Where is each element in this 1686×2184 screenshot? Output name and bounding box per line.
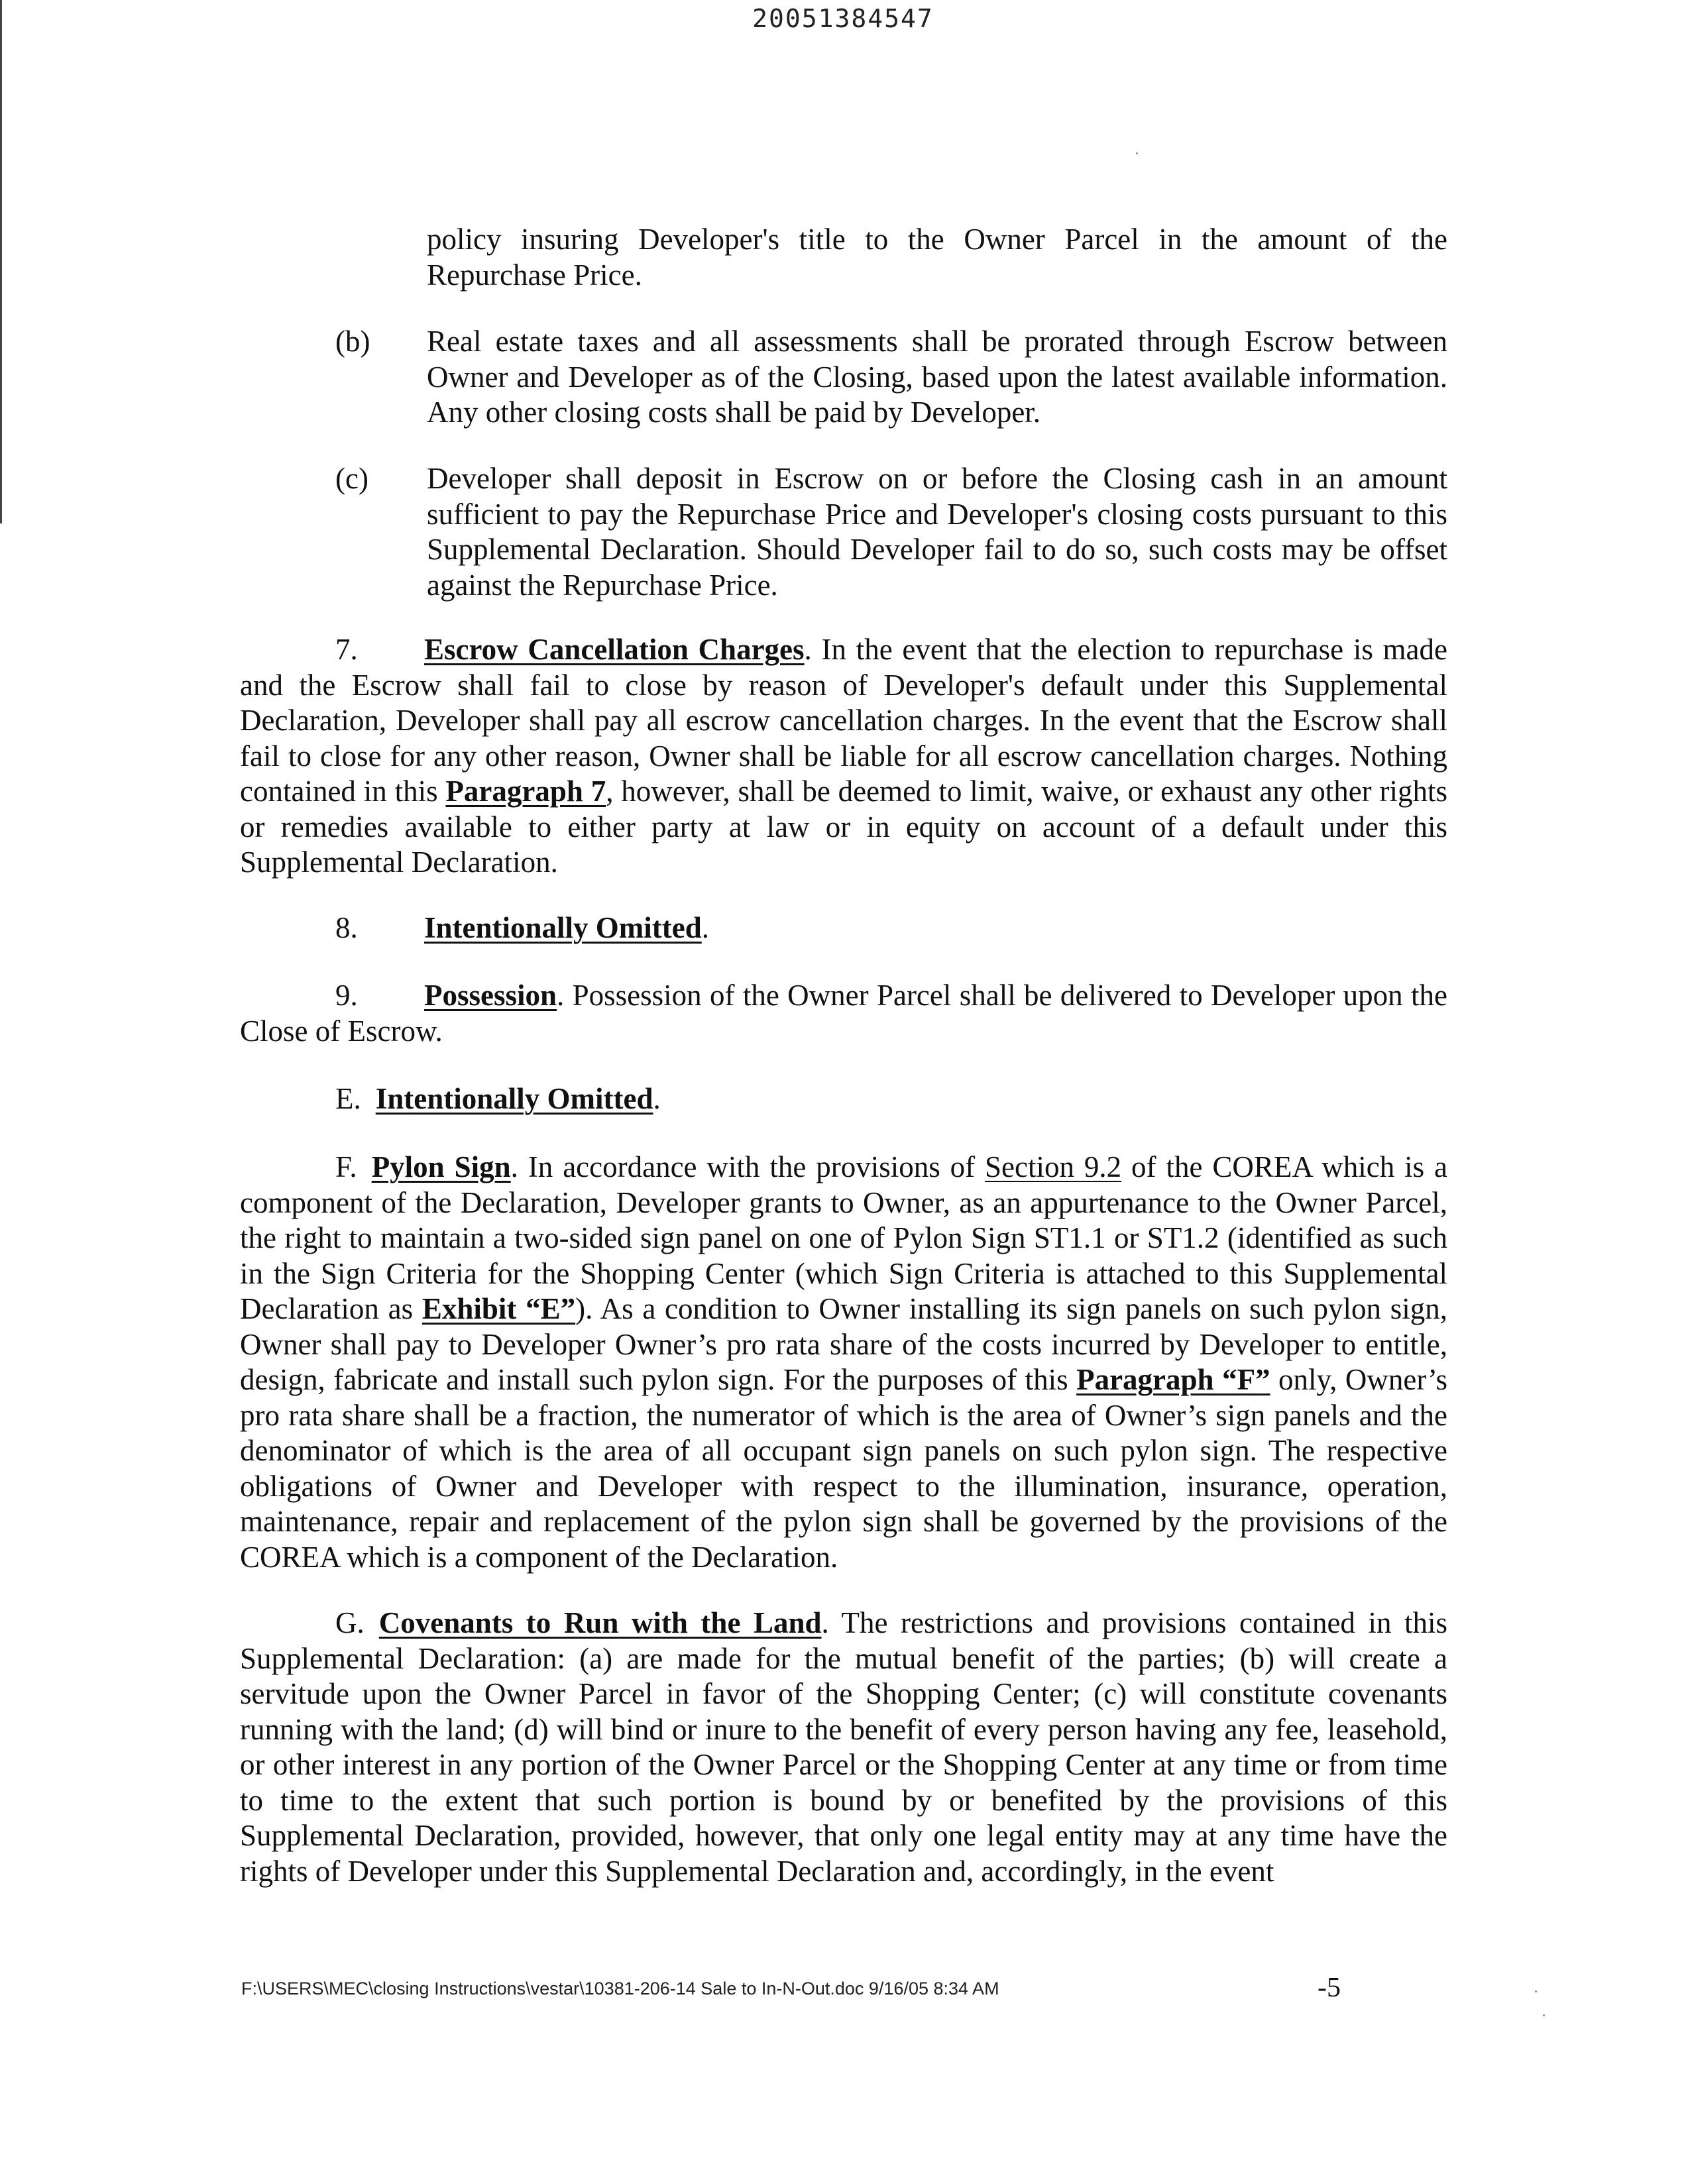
section-f-heading: Pylon Sign bbox=[371, 1150, 511, 1183]
section-7 bbox=[240, 632, 1447, 881]
section-f-text-2: of the COREA which is a component of the Declaration, Developer grants to Owner, as an appurtenance to the Owner Parcel, the right to maintain a two-sided sign panel on one of Pylon Sign ST1.1 or ST1.2 (identified as such in the Sign Criteria for the Shopping Center (which Sign Criteria is attached to this Supplemental Declaration as bbox=[240, 1150, 1448, 1325]
section-7-number: 7. bbox=[335, 633, 358, 666]
section-e-number: E. bbox=[335, 1082, 361, 1115]
section-9-heading: Possession bbox=[424, 979, 557, 1012]
section-g bbox=[240, 1606, 1447, 1889]
section-7-text-2: , however, shall be deemed to limit, waive, or exhaust any other rights or remedies available to either party at law or in equity on account of a default under this Supplemental Declaration. bbox=[240, 775, 1447, 879]
scan-speck bbox=[1535, 1991, 1537, 1993]
section-e-heading: Intentionally Omitted bbox=[375, 1082, 653, 1115]
section-9-number: 9. bbox=[335, 979, 358, 1012]
exhibit-e-reference: Exhibit “E” bbox=[422, 1292, 576, 1325]
policy-continuation: policy insuring Developer's title to the Owner Parcel in the amount of the Repurchase Price. bbox=[427, 223, 1447, 292]
section-f bbox=[240, 1150, 1447, 1575]
paragraph-7-reference: Paragraph 7 bbox=[445, 775, 606, 808]
section-8-number: 8. bbox=[335, 911, 358, 944]
section-8-text: . bbox=[701, 911, 710, 944]
section-g-heading: Covenants to Run with the Land bbox=[378, 1606, 822, 1639]
section-g-number: G. bbox=[335, 1606, 365, 1639]
scan-speck bbox=[1136, 152, 1138, 154]
item-b-text: Real estate taxes and all assessments shall be prorated through Escrow between Owner and Developer as of the Closing, based upon the latest available information. Any other closing costs shall be paid by Developer. bbox=[427, 325, 1447, 429]
scan-edge-line bbox=[0, 0, 2, 523]
item-c-text: Developer shall deposit in Escrow on or before the Closing cash in an amount sufficient to pay the Repurchase Price and Developer's closing costs pursuant to this Supplemental Declaration. Should Developer fail to do so, such costs may be offset against the Repurchase Price. bbox=[427, 462, 1447, 602]
scan-speck bbox=[1543, 2014, 1545, 2016]
section-e bbox=[240, 1081, 1447, 1117]
section-9-text: . Possession of the Owner Parcel shall be delivered to Developer upon the Close of Escrow. bbox=[240, 979, 1447, 1048]
section-8-heading: Intentionally Omitted bbox=[424, 911, 702, 944]
item-b-marker: (b) bbox=[335, 325, 370, 358]
section-f-text-1: . In accordance with the provisions of bbox=[510, 1150, 985, 1183]
footer-file-path: F:\USERS\MEC\closing Instructions\vestar\10381-206-14 Sale to In-N-Out.doc 9/16/05 8:34 AM bbox=[241, 1979, 999, 1998]
section-f-text-4: only, Owner’s pro rata share shall be a fraction, the numerator of which is the area of Owner’s sign panels and the denominator of which is the area of all occupant sign panels on such pylon sign. The respective obligations of Owner and Developer with respect to the illumination, insurance, operation, maintenance, repair and replacement of the pylon sign shall be governed by the provisions of the COREA which is a component of the Declaration. bbox=[240, 1363, 1447, 1574]
section-f-text-3: ). As a condition to Owner installing its sign panels on such pylon sign, Owner shall pay to Developer Owner’s pro rata share of the costs incurred by Developer to entitle, design, fabricate and install such pylon sign. For the purposes of this bbox=[240, 1292, 1448, 1396]
section-7-text-1: . In the event that the election to repurchase is made and the Escrow shall fail to close by reason of Developer's default under this Supplemental Declaration, Developer shall pay all escrow cancellation charges. In the event that the Escrow shall fail to close for any other reason, Owner shall be liable for all escrow cancellation charges. Nothing contained in this bbox=[240, 633, 1447, 808]
section-g-text: . The restrictions and provisions contained in this Supplemental Declaration: (a) are made for the mutual benefit of the parties; (b) will create a servitude upon the Owner Parcel in favor of the Shopping Center; (c) will constitute covenants running with the land; (d) will bind or inure to the benefit of every person having any fee, leasehold, or other interest in any portion of the Owner Parcel or the Shopping Center at any time or from time to time to the extent that such portion is bound by or benefited by the provisions of this Supplemental Declaration, provided, however, that only one legal entity may at any time have the rights of Developer under this Supplemental Declaration and, accordingly, in the event bbox=[240, 1606, 1448, 1888]
section-9-2-reference: Section 9.2 bbox=[985, 1150, 1122, 1183]
section-e-text: . bbox=[653, 1082, 661, 1115]
section-7-heading: Escrow Cancellation Charges bbox=[424, 633, 805, 666]
section-f-number: F. bbox=[335, 1150, 357, 1183]
document-number: 20051384547 bbox=[752, 4, 934, 33]
item-c-marker: (c) bbox=[335, 462, 368, 495]
section-8 bbox=[240, 910, 1447, 946]
page-number: -5 bbox=[1318, 1973, 1341, 2003]
section-9 bbox=[240, 978, 1447, 1049]
paragraph-f-reference: Paragraph “F” bbox=[1076, 1363, 1270, 1396]
